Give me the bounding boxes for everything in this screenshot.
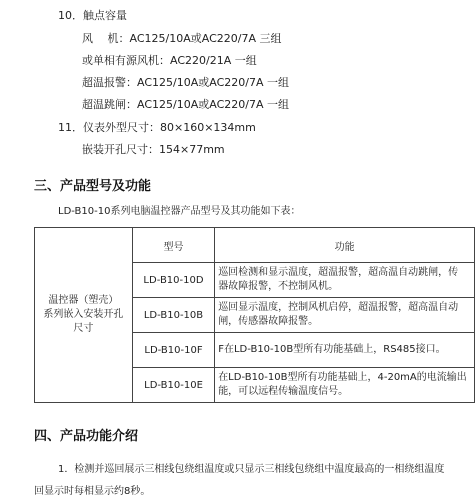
product-line: 尺寸: [73, 323, 94, 334]
model-cell: LD-B10-10B: [132, 298, 214, 333]
function-line: 在LD-B10-10B型所有功能基础上，4-20mA的电流输出: [218, 372, 467, 383]
spec-line-over-temp-trip: 超温跳闸：AC125/10A或AC220/7A 一组: [82, 98, 289, 111]
table-header-row: [35, 228, 475, 263]
header-function: 功能: [215, 228, 475, 263]
header-model: 型号: [132, 228, 214, 263]
item-11-title: 11．仪表外型尺寸：80×160×134mm: [58, 121, 256, 134]
model-cell: LD-B10-10F: [132, 333, 214, 368]
function-cell: [215, 333, 475, 368]
item-10-title: 10．触点容量: [58, 9, 127, 22]
spec-line-fan: 风 机：AC125/10A或AC220/7A 三组: [82, 32, 282, 45]
section-3-intro: LD-B10-10系列电脑温控器产品型号及其功能如下表：: [58, 206, 301, 217]
function-cell: [215, 263, 475, 298]
function-cell: [215, 298, 475, 333]
product-line: 温控器（塑壳）: [48, 295, 119, 306]
section-4-heading: 四、产品功能介绍: [34, 429, 139, 444]
spec-line-single-phase-fan: 或单相有源风机：AC220/21A 一组: [82, 54, 257, 67]
function-cell: [215, 368, 475, 403]
section-3-heading: 三、产品型号及功能: [34, 179, 152, 194]
product-cell: [35, 228, 133, 403]
function-line: 器故障报警，不控制风机。: [218, 281, 339, 292]
product-line: 系列嵌入安装开孔: [43, 309, 124, 320]
function-line: 能，可以远程传输温度信号。: [218, 386, 349, 397]
cutout-size-line: 嵌装开孔尺寸：154×77mm: [82, 143, 225, 156]
section-4-line-1: 1．检测并巡回展示三相线包绕组温度或只显示三相线包绕组中温度最高的一相绕组温度: [58, 464, 445, 475]
model-cell: LD-B10-10D: [132, 263, 214, 298]
function-line: 闸，传感器故障报警。: [218, 316, 319, 327]
function-line: F在LD-B10-10B型所有功能基础上，RS485接口。: [218, 344, 446, 355]
model-cell: LD-B10-10E: [132, 368, 214, 403]
section-4-line-2: 回显示时每相显示约8秒。: [34, 486, 151, 497]
model-function-table: [34, 227, 475, 403]
function-line: 巡回检测和显示温度，超温报警，超高温自动跳闸，传: [218, 267, 459, 278]
spec-line-over-temp-alarm: 超温报警：AC125/10A或AC220/7A 一组: [82, 76, 289, 89]
function-line: 巡回显示温度，控制风机启停，超温报警，超高温自动: [218, 302, 459, 313]
